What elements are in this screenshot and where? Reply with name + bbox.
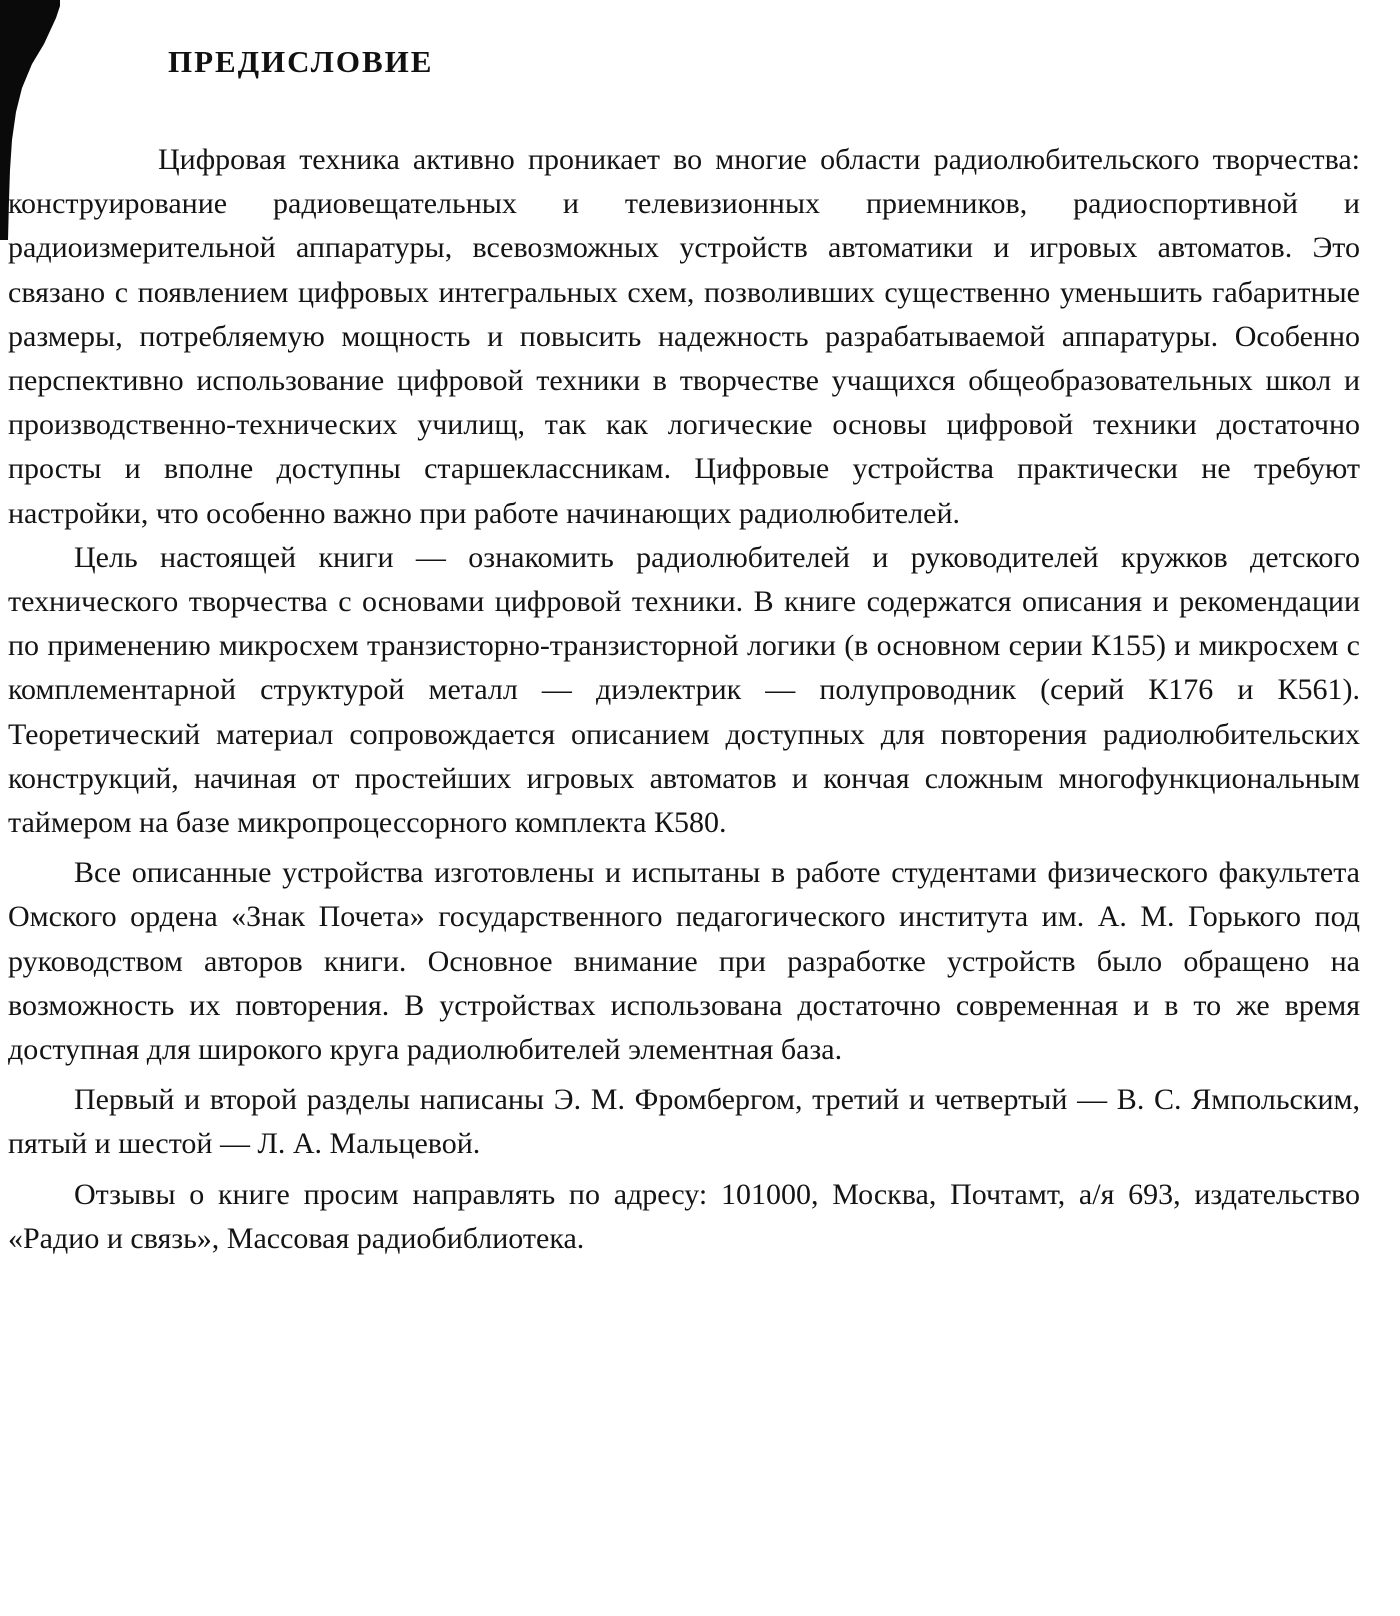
page-heading: ПРЕДИСЛОВИЕ (168, 44, 434, 79)
paragraph-3: Все описанные устройства изготовлены и испытаны в работе студентами физического факультета Омского ордена «Знак Почета» государственного педагогического института им. А. М. Горького под руководством авторов книги. Основное внимание при разработке устройств было обращено на возможность их повторения. В устройствах использована достаточно современная и в то же время доступная для широкого круга радиолюбителей элементная база. (8, 856, 1360, 1067)
preface-body (8, 138, 1360, 1261)
paragraph-2: Цель настоящей книги — ознакомить радиолюбителей и руководителей кружков детского технического творчества с основами цифровой техники. В книге содержатся описания и рекомендации по применению микросхем транзисторно-транзисторной логики (в основном серии К155) и микросхем с комплементарной структурой металл — диэлектрик — полупроводник (серий К176 и К561). Теоретический материал сопровождается описанием доступных для повторения радиолюбительских конструкций, начиная от простейших игровых автоматов и кончая сложным многофункциональным таймером на базе микропроцессорного комплекта К580. (8, 540, 1360, 840)
paragraph-5: Отзывы о книге просим направлять по адресу: 101000, Москва, Почтамт, а/я 693, издательство «Радио и связь», Массовая радиобиблиотека. (8, 1177, 1360, 1255)
paragraph-4: Первый и второй разделы написаны Э. М. Фромбергом, третий и четвертый — В. С. Ямпольским, пятый и шестой — Л. А. Мальцевой. (8, 1083, 1360, 1161)
paragraph-1: Цифровая техника активно проникает во многие области радиолюбительского творчества: конструирование радиовещательных и телевизионных приемников, радиоспортивной и радиоизмерительной аппаратуры, всевозможных устройств автоматики и игровых автоматов. Это связано с появлением цифровых интегральных схем, позволивших существенно уменьшить габаритные размеры, потребляемую мощность и повысить надежность разрабатываемой аппаратуры. Особенно перспективно использование цифровой техники в творчестве учащихся общеобразовательных школ и производственно-технических училищ, так как логические основы цифровой техники достаточно просты и вполне доступны старшеклассникам. Цифровые устройства практически не требуют настройки, что особенно важно при работе начинающих радиолюбителей. (8, 143, 1360, 530)
